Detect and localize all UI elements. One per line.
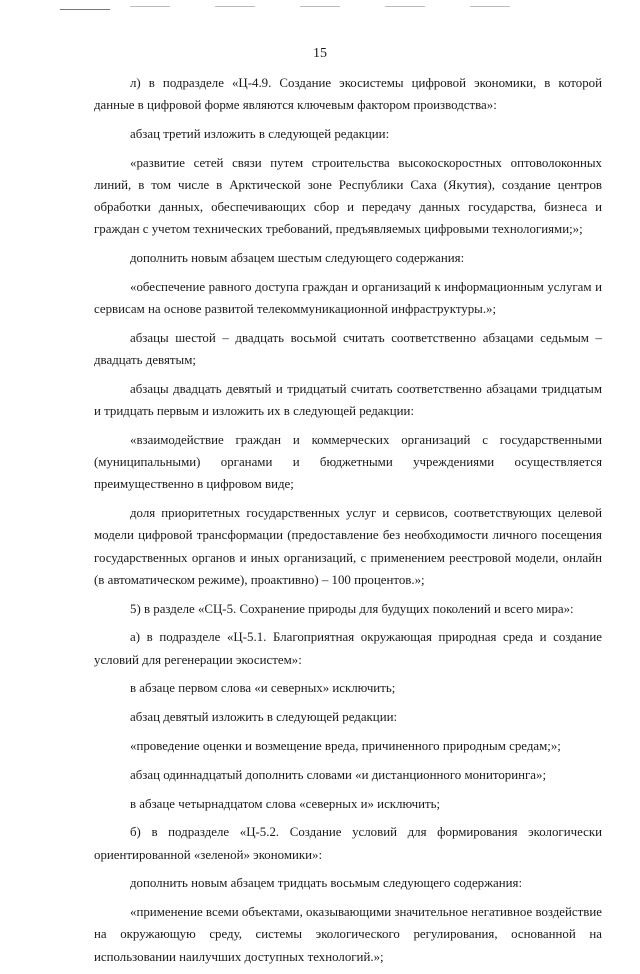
paragraph: «применение всеми объектами, оказывающими значительное негативное воздействие на окружающую среду, системы экологического регулирования, основанной на использовании наилучших доступных технологий.»; — [94, 905, 602, 964]
paragraph: б) в подразделе «Ц-5.2. Создание условий для формирования экологически ориентированной «зеленой» экономики»: — [94, 825, 602, 862]
paragraph: л) в подразделе «Ц-4.9. Создание экосистемы цифровой экономики, в которой данные в цифровой форме являются ключевым фактором производства»: — [94, 76, 602, 113]
paragraph: в абзаце первом слова «и северных» исключить; — [130, 681, 396, 696]
document-body — [94, 72, 602, 974]
paragraph: абзацы шестой – двадцать восьмой считать соответственно абзацами седьмым – двадцать девятым; — [94, 331, 602, 368]
scan-header-marks — [130, 3, 510, 9]
paragraph: абзацы двадцать девятый и тридцатый считать соответственно абзацами тридцатым и тридцать первым и изложить их в следующей редакции: — [94, 382, 602, 419]
paragraph: «взаимодействие граждан и коммерческих организаций с государственными (муниципальными) органами и бюджетными учреждениями осуществляется преимущественно в цифровом виде; — [94, 433, 602, 492]
paragraph: а) в подразделе «Ц-5.1. Благоприятная окружающая природная среда и создание условий для регенерации экосистем»: — [94, 630, 602, 667]
page-number: 15 — [313, 46, 327, 61]
paragraph: «обеспечение равного доступа граждан и организаций к информационным услугам и сервисам на основе развитой телекоммуникационной инфраструктуры.»; — [94, 280, 602, 317]
paragraph: «развитие сетей связи путем строительства высокоскоростных оптоволоконных линий, в том числе в Арктической зоне Республики Саха (Якутия), создание центров обработки данных, обеспечивающих сбор и передачу данных государства, бизнеса и граждан с учетом технических требований, предъявляемых цифровыми технологиями;»; — [94, 155, 602, 237]
paragraph: абзац девятый изложить в следующей редакции: — [130, 710, 398, 725]
paragraph: абзац одиннадцатый дополнить словами «и дистанционного мониторинга»; — [130, 767, 547, 782]
paragraph: дополнить новым абзацем шестым следующего содержания: — [130, 251, 465, 266]
paragraph: абзац третий изложить в следующей редакции: — [130, 127, 390, 141]
scan-edge-mark — [60, 9, 110, 10]
paragraph: в абзаце четырнадцатом слова «северных и» исключить; — [130, 796, 441, 811]
paragraph: доля приоритетных государственных услуг и сервисов, соответствующих целевой модели цифровой трансформации (предоставление без необходимости личного посещения государственных органов и иных организаций, с применением реестровой модели, онлайн (в автоматическом режиме), проактивно) – 100 процентов.»; — [94, 506, 602, 587]
paragraph: «проведение оценки и возмещение вреда, причиненного природным средам;»; — [130, 739, 561, 753]
paragraph: 5) в разделе «СЦ-5. Сохранение природы для будущих поколений и всего мира»: — [130, 601, 574, 616]
paragraph: дополнить новым абзацем тридцать восьмым следующего содержания: — [130, 876, 523, 891]
